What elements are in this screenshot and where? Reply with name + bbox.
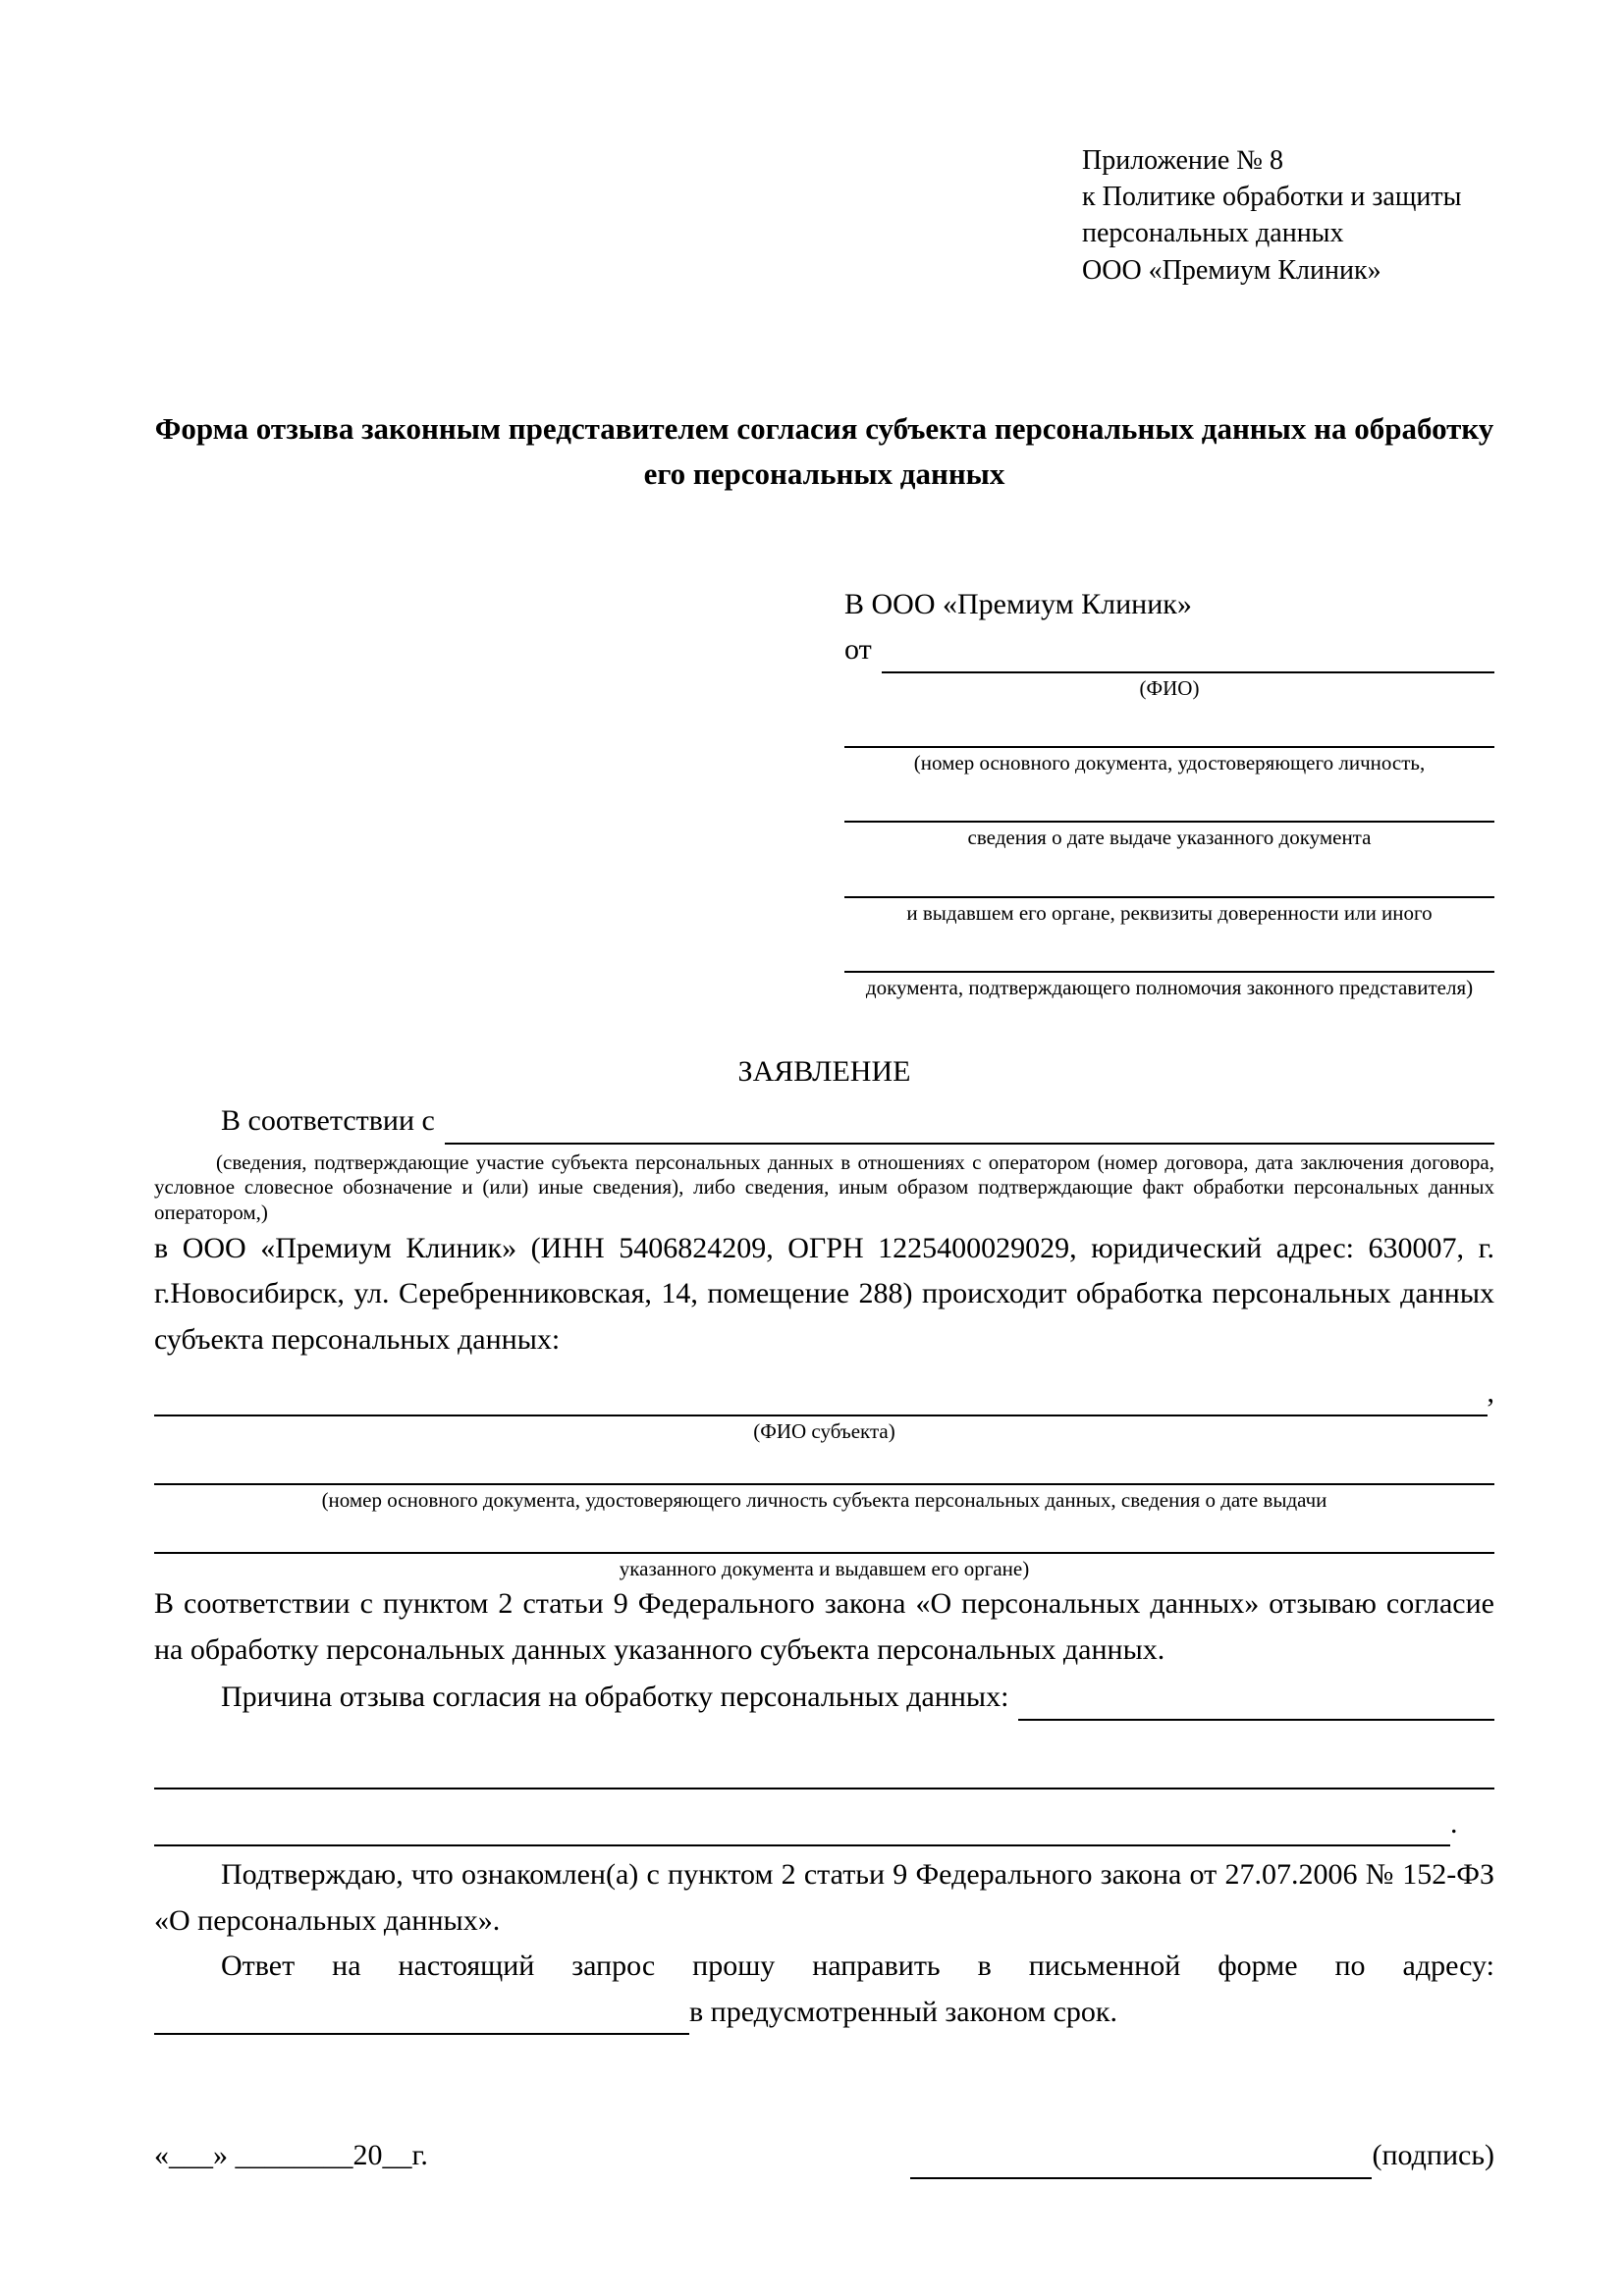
subject-authority-blank[interactable] bbox=[154, 1552, 1494, 1554]
subject-document-blank[interactable] bbox=[154, 1483, 1494, 1485]
reply-address-blank[interactable] bbox=[154, 2000, 689, 2035]
date-blank-line[interactable]: «___» ________20__г. bbox=[154, 2139, 428, 2172]
signature-group bbox=[910, 2133, 1494, 2179]
issue-date-caption: сведения о дате выдаче указанного документа bbox=[967, 826, 1372, 850]
issue-date-blank[interactable] bbox=[844, 821, 1494, 823]
subject-name-comma: , bbox=[1487, 1376, 1494, 1410]
reason-continuation-blank-2[interactable] bbox=[154, 1811, 1450, 1846]
operator-paragraph: в ООО «Премиум Клиник» (ИНН 5406824209, ОГРН 1225400029029, юридический адрес: 630007, г. г.Новосибирск, ул. Серебренниковская, 14, помещение 288) происходит обработка персональных данных субъекта персональных данных: bbox=[154, 1231, 1494, 1356]
document-number-caption: (номер основного документа, удостоверяющего личность, bbox=[913, 751, 1426, 775]
withdraw-paragraph: В соответствии с пунктом 2 статьи 9 Федерального закона «О персональных данных» отзываю согласие на обработку персональных данных указанного субъекта персональных данных. bbox=[154, 1587, 1494, 1666]
document-header bbox=[1082, 142, 1494, 289]
reason-label: Причина отзыва согласия на обработку персональных данных: bbox=[221, 1681, 1009, 1714]
reason-continuation-dot: . bbox=[1450, 1806, 1458, 1840]
header-line-policy: к Политике обработки и защиты bbox=[1082, 182, 1462, 213]
reason-continuation-blank-1[interactable] bbox=[154, 1788, 1494, 1789]
header-line-appendix: Приложение № 8 bbox=[1082, 145, 1283, 176]
footer-row bbox=[154, 2133, 1494, 2179]
reply-address-row bbox=[154, 1990, 1494, 2036]
addressee-to: В ООО «Премиум Клиник» bbox=[844, 587, 1192, 620]
reply-suffix: в предусмотренный законом срок. bbox=[689, 1995, 1117, 2028]
reason-continuation-row bbox=[154, 1801, 1494, 1847]
statement-heading: ЗАЯВЛЕНИЕ bbox=[737, 1054, 911, 1088]
accordance-label: В соответствии с bbox=[221, 1104, 435, 1138]
fio-caption: (ФИО) bbox=[1139, 675, 1200, 700]
subject-authority-caption: указанного документа и выдавшем его органе) bbox=[619, 1557, 1030, 1581]
subject-name-blank[interactable] bbox=[154, 1381, 1488, 1416]
representative-name-blank[interactable] bbox=[882, 638, 1494, 673]
subject-name-row bbox=[154, 1370, 1494, 1416]
signature-blank[interactable] bbox=[910, 2144, 1372, 2179]
issuing-authority-caption: и выдавшем его органе, реквизиты доверенности или иного bbox=[906, 900, 1433, 925]
accordance-row bbox=[154, 1098, 1494, 1145]
reply-paragraph: Ответ на настоящий запрос прошу направить в письменной форме по адресу: bbox=[221, 1949, 1494, 1983]
header-line-company: ООО «Премиум Клиник» bbox=[1082, 254, 1381, 286]
subject-fio-caption: (ФИО субъекта) bbox=[753, 1418, 895, 1443]
authority-document-blank[interactable] bbox=[844, 971, 1494, 973]
addressee-from-row bbox=[844, 627, 1494, 673]
accordance-blank[interactable] bbox=[445, 1109, 1494, 1145]
addressee-block bbox=[844, 582, 1494, 1000]
authority-document-caption: документа, подтверждающего полномочия законного представителя) bbox=[865, 975, 1474, 999]
issuing-authority-blank[interactable] bbox=[844, 896, 1494, 898]
header-line-personal-data: персональных данных bbox=[1082, 218, 1344, 249]
document-number-blank[interactable] bbox=[844, 746, 1494, 748]
reason-row bbox=[154, 1675, 1494, 1721]
signature-caption: (подпись) bbox=[1372, 2139, 1494, 2172]
reason-blank[interactable] bbox=[1018, 1685, 1494, 1721]
from-label: от bbox=[844, 633, 872, 667]
page-title: Форма отзыва законным представителем согласия субъекта персональных данных на обработку его персональных данных bbox=[154, 410, 1494, 492]
subject-document-caption: (номер основного документа, удостоверяющего личность субъекта персональных данных, сведения о дате выдачи bbox=[321, 1487, 1327, 1512]
accordance-note: (сведения, подтверждающие участие субъекта персональных данных в отношениях с оператором (номер договора, дата заключения договора, условное словесное обозначение и (или) иные сведения), либо сведения, иным образом подтверждающие факт обработки персональных данных оператором,) bbox=[154, 1149, 1494, 1225]
confirm-paragraph: Подтверждаю, что ознакомлен(а) с пунктом 2 статьи 9 Федерального закона от 27.07.2006 № 152-ФЗ «О персональных данных». bbox=[154, 1858, 1494, 1937]
